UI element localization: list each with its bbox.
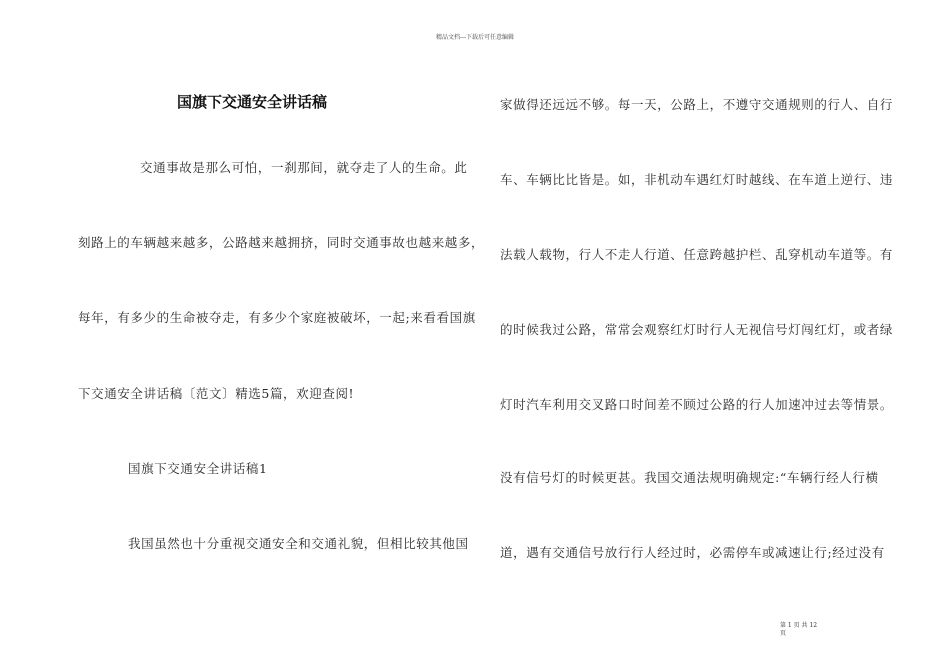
right-paragraph-line: 道，遇有交通信号放行行人经过时，必需停车或减速让行;经过没有 xyxy=(500,545,885,560)
right-paragraph-line: 灯时汽车利用交叉路口时间差不顾过公路的行人加速冲过去等情景。 xyxy=(500,397,894,412)
left-paragraph-line: 每年，有多少的生命被夺走，有多少个家庭被破坏，一起;来看看国旗 xyxy=(78,310,476,325)
right-paragraph-line: 车、车辆比比皆是。如，非机动车遇红灯时越线、在车道上逆行、违 xyxy=(500,172,894,187)
right-paragraph-line: 法载人载物，行人不走人行道、任意跨越护栏、乱穿机动车道等。有 xyxy=(500,247,894,262)
right-paragraph-line: 的时候我过公路，常常会观察红灯时行人无视信号灯闯红灯，或者绿 xyxy=(500,322,894,337)
right-paragraph-line: 家做得还远远不够。每一天，公路上，不遵守交通规则的行人、自行 xyxy=(500,97,894,112)
page-number-footer xyxy=(780,622,840,638)
left-paragraph-line: 刻路上的车辆越来越多，公路越来越拥挤，同时交通事故也越来越多， xyxy=(78,235,485,250)
header-note: 精品文档---下载后可任意编辑 xyxy=(435,34,515,41)
section-heading: 国旗下交通安全讲话稿1 xyxy=(128,461,268,476)
document-title: 国旗下交通安全讲话稿 xyxy=(177,93,328,111)
right-paragraph-line: 没有信号灯的时候更甚。我国交通法规明确规定:“车辆行经人行横 xyxy=(500,470,879,485)
left-paragraph-line: 下交通安全讲话稿〔范文〕精选5篇，欢迎查阅! xyxy=(78,386,355,401)
left-paragraph-line: 我国虽然也十分重视交通安全和交通礼貌，但相比较其他国 xyxy=(128,536,469,551)
left-paragraph-line: 交通事故是那么可怕，一刹那间，就夺走了人的生命。此 xyxy=(140,160,468,175)
page-number-text-suffix: 页 xyxy=(780,630,787,637)
page-number-text: 第 1 页 共 12 xyxy=(780,622,818,629)
